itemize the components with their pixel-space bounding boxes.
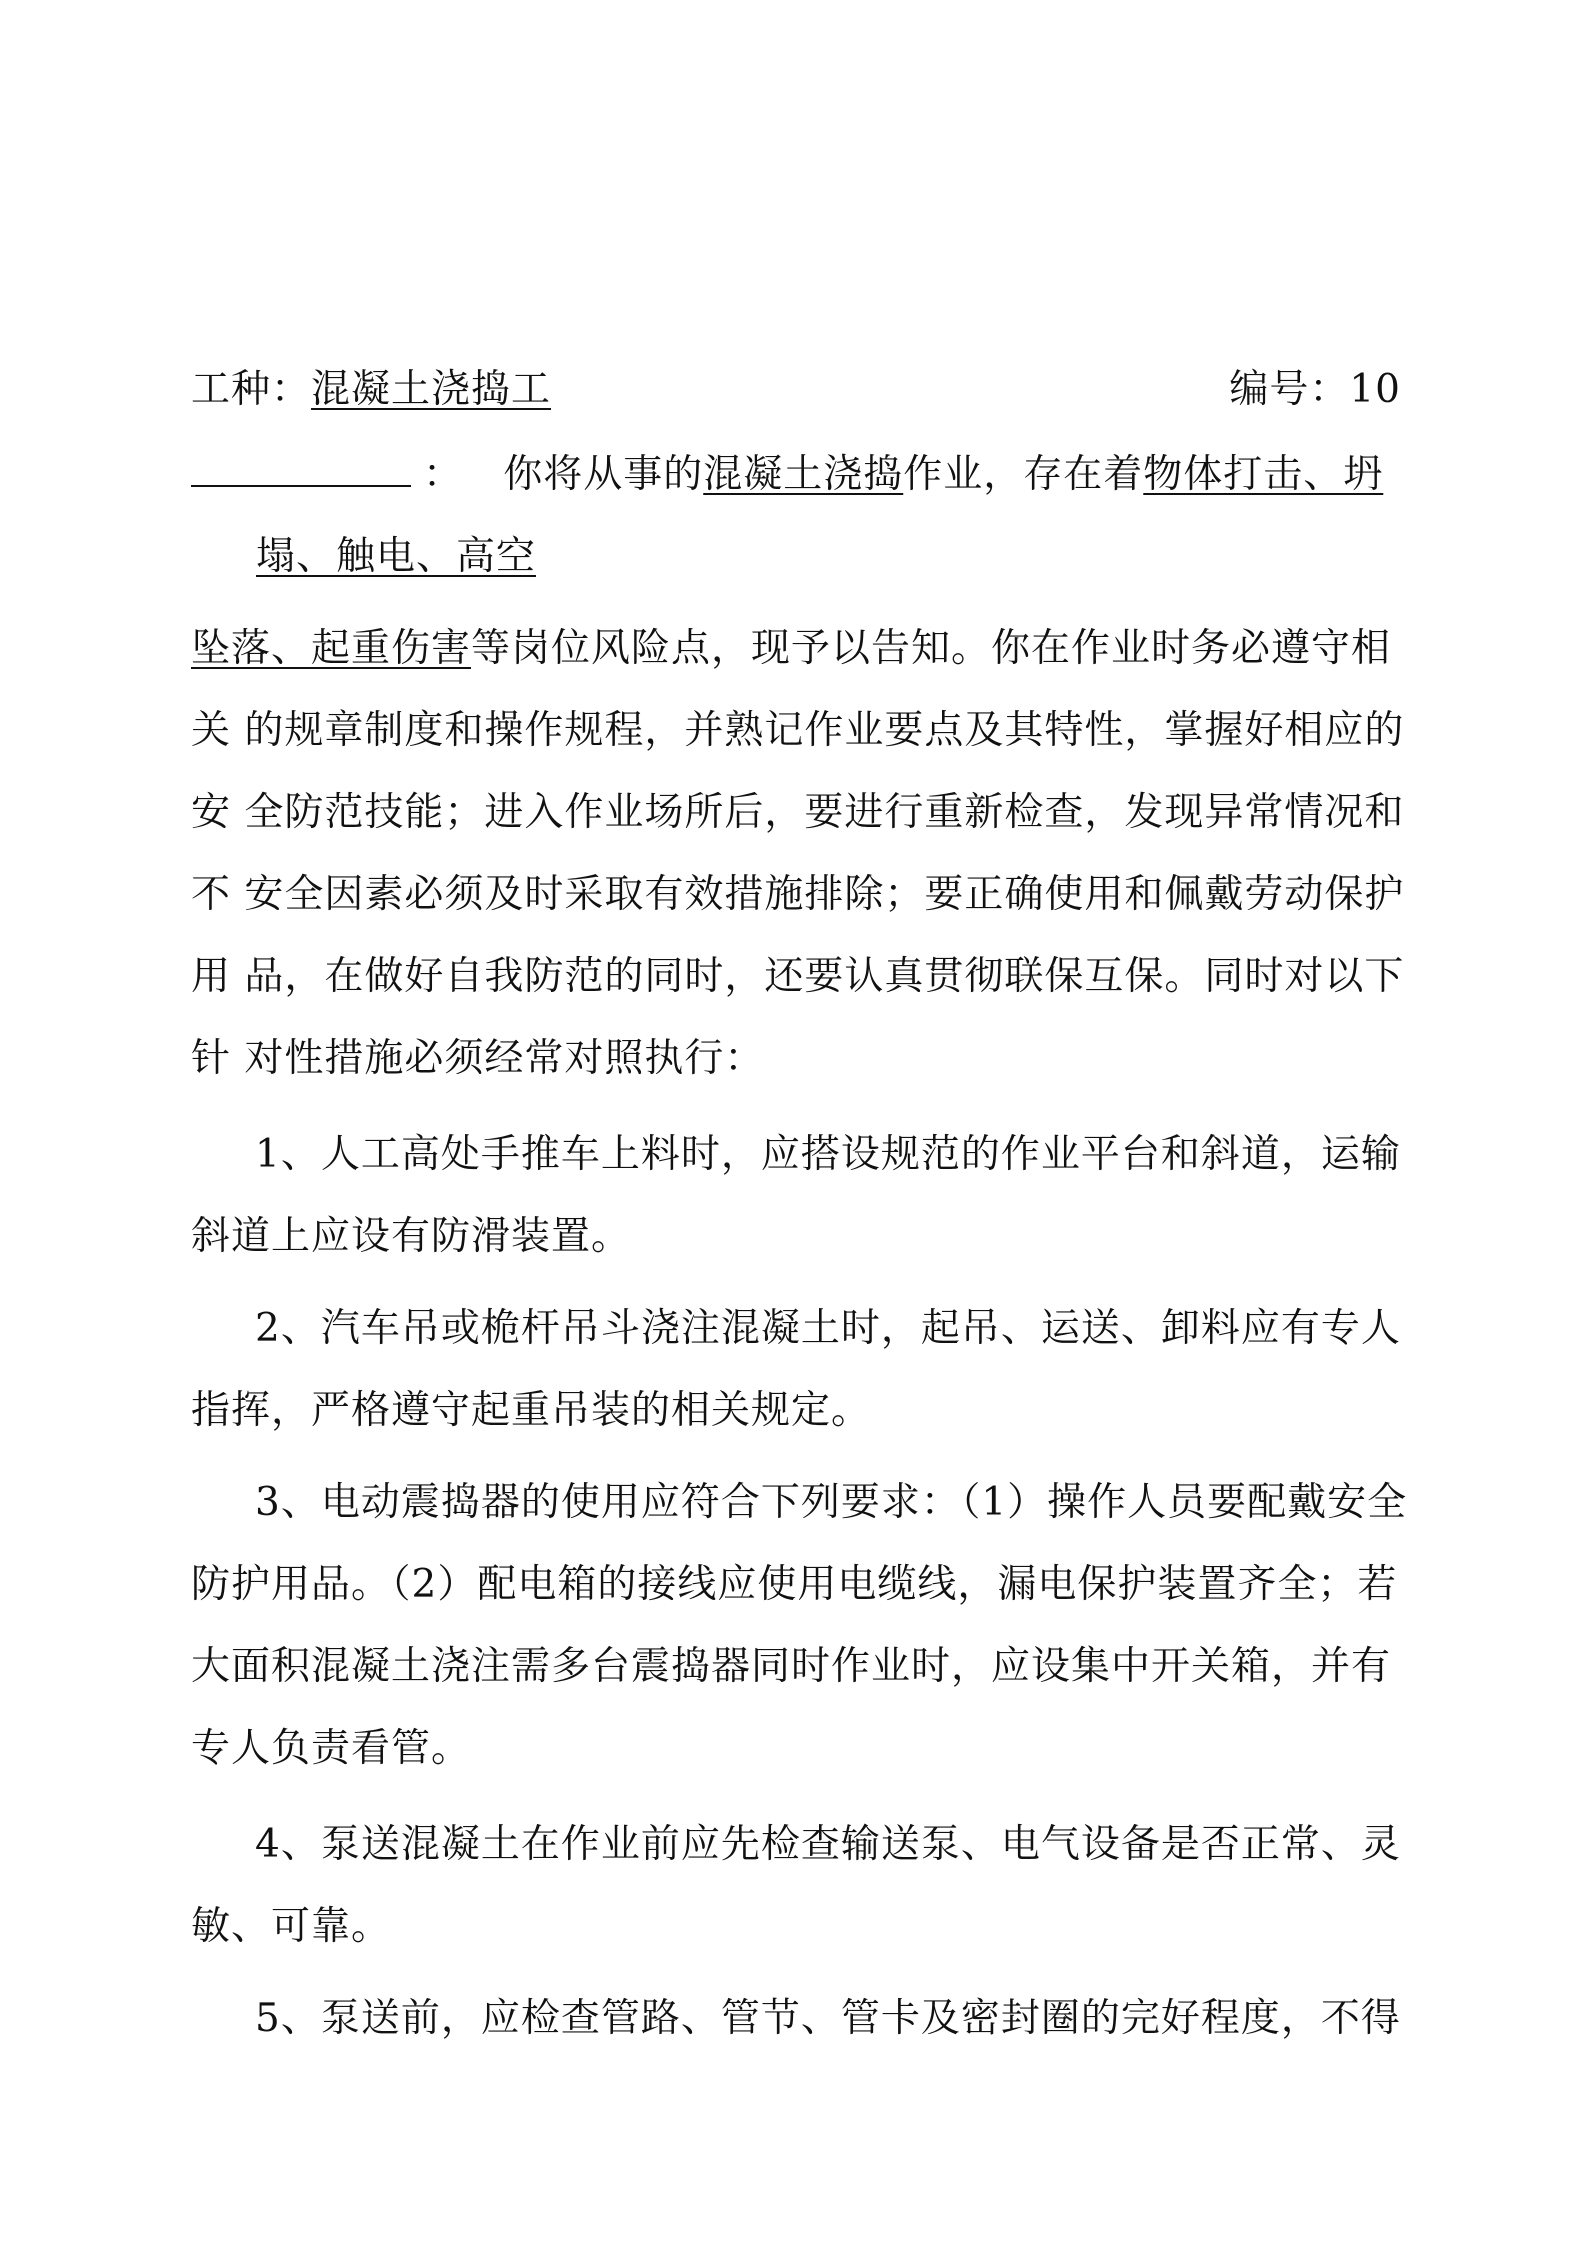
item-3-line-1: 3、电动震捣器的使用应符合下列要求：（1）操作人员要配戴安全	[255, 1480, 1408, 1525]
notice-colon: ：	[423, 452, 464, 497]
item-3-line-3: 大面积混凝土浇注需多台震捣器同时作业时，应设集中开关箱，并有	[191, 1644, 1392, 1689]
notice-line-6: 不 安全因素必须及时采取有效措施排除；要正确使用和佩戴劳动保护	[191, 872, 1405, 917]
item-2-line-1: 2、汽车吊或桅杆吊斗浇注混凝土时，起吊、运送、卸料应有专人	[255, 1306, 1401, 1351]
item-4-line-2: 敏、可靠。	[191, 1904, 392, 1949]
risk-3: 坠落、起重伤害	[191, 626, 472, 671]
notice-line-3	[191, 624, 1401, 674]
notice-intro-a: 你将从事的	[503, 452, 704, 497]
name-blank	[191, 451, 411, 487]
header-line	[191, 365, 1401, 415]
notice-line-2	[256, 532, 1466, 582]
notice-line-1	[191, 450, 1401, 500]
code-block	[1229, 365, 1401, 415]
notice-line-5: 安 全防范技能；进入作业场所后，要进行重新检查，发现异常情况和	[191, 790, 1405, 835]
item-3-line-4: 专人负责看管。	[191, 1726, 472, 1771]
risk-2: 塌、触电、高空	[256, 534, 537, 579]
item-4-line-1: 4、泵送混凝土在作业前应先检查输送泵、电气设备是否正常、灵	[255, 1822, 1401, 1867]
work-type: 混凝土浇捣	[703, 452, 904, 497]
notice-line-8: 针 对性措施必须经常对照执行：	[191, 1036, 765, 1081]
code-label: 编号：	[1229, 367, 1350, 412]
item-1-line-1: 1、人工高处手推车上料时，应搭设规范的作业平台和斜道，运输	[255, 1132, 1401, 1177]
notice-line-7: 用 品，在做好自我防范的同时，还要认真贯彻联保互保。同时对以下	[191, 954, 1405, 999]
item-3-line-2: 防护用品。（2）配电箱的接线应使用电缆线，漏电保护装置齐全；若	[191, 1562, 1398, 1607]
notice-line-3-rest: 等岗位风险点，现予以告知。你在作业时务必遵守相	[471, 626, 1392, 671]
item-1-line-2: 斜道上应设有防滑装置。	[191, 1214, 632, 1259]
risk-1: 物体打击、坍	[1143, 452, 1384, 497]
job-label: 工种：	[191, 367, 312, 412]
notice-line-4: 关 的规章制度和操作规程，并熟记作业要点及其特性，掌握好相应的	[191, 708, 1405, 753]
notice-intro-b: 作业，存在着	[903, 452, 1144, 497]
code-value: 10	[1349, 367, 1401, 412]
job-value: 混凝土浇捣工	[311, 367, 552, 412]
item-5-line-1: 5、泵送前，应检查管路、管节、管卡及密封圈的完好程度，不得	[255, 1996, 1401, 2041]
item-2-line-2: 指挥，严格遵守起重吊装的相关规定。	[191, 1388, 872, 1433]
